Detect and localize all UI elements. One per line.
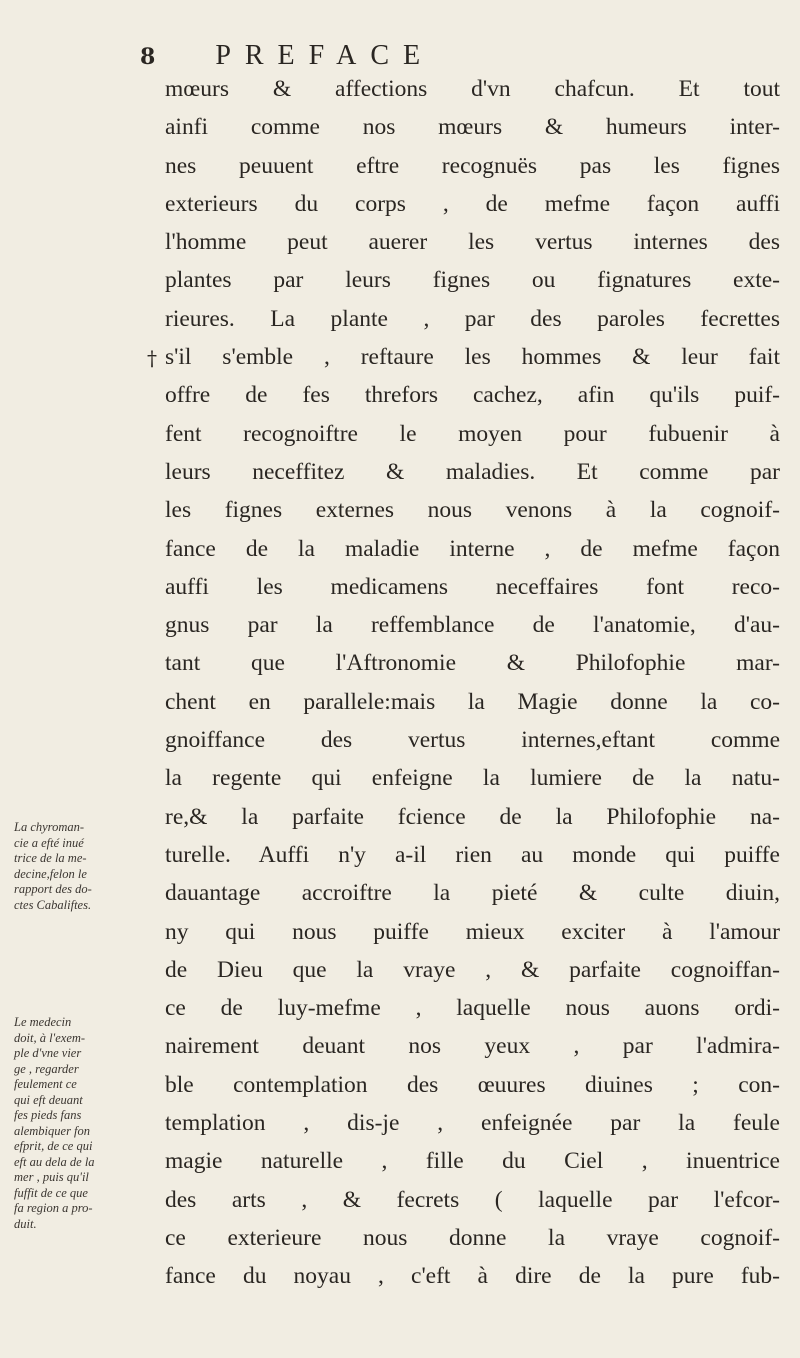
margin-mark: † (147, 346, 157, 370)
margin-note-line: mer , puis qu'il (14, 1170, 89, 1184)
margin-note-line: feulement ce (14, 1077, 77, 1091)
text-line: gnus par la reffemblance de l'anatomie, d'au- (165, 612, 780, 639)
text-line: ainfi comme nos mœurs & humeurs inter- (165, 114, 780, 141)
margin-note-line: cie a efté inué (14, 835, 84, 850)
text-line: nes peuuent eftre recognuës pas les fignes (165, 152, 780, 179)
margin-note-line: rapport des do- (14, 882, 92, 896)
margin-note-line: duit. (14, 1216, 37, 1231)
folio-number: 8 (140, 44, 156, 70)
margin-note-line: efprit, de ce qui (14, 1139, 93, 1153)
margin-note-line: La chyroman- (14, 820, 85, 834)
text-line: de Dieu que la vraye , & parfaite cognoiffan- (165, 956, 780, 983)
text-line: ce exterieure nous donne la vraye cognoif- (165, 1224, 780, 1251)
margin-note-line: ple d'vne vier (14, 1046, 82, 1060)
text-line: re,& la parfaite fcience de la Philofophie na- (165, 803, 780, 830)
text-line: auffi les medicamens neceffaires font reco- (165, 573, 780, 600)
margin-note-line: alembiquer fon (14, 1123, 91, 1138)
text-line: fance de la maladie interne , de mefme façon (165, 535, 780, 562)
page-header (140, 40, 760, 72)
margin-note-line: qui eft deuant (14, 1092, 83, 1107)
text-line: l'homme peut auerer les vertus internes des (165, 229, 780, 256)
margin-note-line: trice de la me- (14, 851, 87, 865)
margin-note-line: fes pieds fans (14, 1108, 82, 1122)
text-line: chent en parallele:mais la Magie donne la co- (165, 688, 780, 715)
margin-note-line: ctes Cabaliftes. (14, 897, 92, 912)
margin-note-line: doit, à l'exem- (14, 1030, 86, 1045)
text-line: fent recognoiftre le moyen pour fubuenir à (165, 420, 780, 447)
text-line: les fignes externes nous venons à la cognoif- (165, 497, 780, 524)
text-line: fance du noyau , c'eft à dire de la pure fub- (165, 1263, 780, 1290)
margin-note-physician (14, 1015, 164, 1232)
text-line: nairement deuant nos yeux , par l'admira- (165, 1033, 780, 1060)
running-head: PREFACE (215, 40, 435, 71)
text-line: s'il s'emble , reftaure les hommes & leur fait (165, 344, 780, 371)
text-line: mœurs & affections d'vn chafcun. Et tout (165, 76, 780, 102)
margin-note-line: fuffit de ce que (14, 1185, 88, 1200)
text-line: gnoiffance des vertus internes,eftant comme (165, 727, 780, 754)
text-line: la regente qui enfeigne la lumiere de la natu- (165, 765, 780, 792)
margin-note-line: decine,felon le (14, 866, 87, 881)
text-line: ble contemplation des œuures diuines ; con- (165, 1071, 780, 1098)
text-line: leurs neceffitez & maladies. Et comme par (165, 458, 780, 485)
margin-note-line: ge , regarder (14, 1061, 79, 1076)
margin-note-line: Le medecin (14, 1015, 72, 1029)
margin-note-line: eft au dela de la (14, 1154, 95, 1169)
text-line: ny qui nous puiffe mieux exciter à l'amour (165, 918, 780, 945)
margin-note-chiromancy (14, 820, 164, 913)
margin-note-line: fa region a pro- (14, 1201, 93, 1215)
text-line: tant que l'Aftronomie & Philofophie mar- (165, 650, 780, 677)
body-text (165, 70, 780, 1296)
text-line: templation , dis-je , enfeignée par la feule (165, 1110, 780, 1137)
text-line: dauantage accroiftre la pieté & culte diuin, (165, 880, 780, 907)
text-line: turelle. Auffi n'y a-il rien au monde qui puiffe (165, 841, 780, 868)
text-line: des arts , & fecrets ( laquelle par l'efcor- (165, 1186, 780, 1213)
text-line: magie naturelle , fille du Ciel , inuentrice (165, 1148, 780, 1175)
text-line: rieures. La plante , par des paroles fecrettes (165, 305, 780, 332)
text-line: ce de luy-mefme , laquelle nous auons ordi- (165, 995, 780, 1022)
text-line: plantes par leurs fignes ou fignatures exte- (165, 267, 780, 294)
text-line: exterieurs du corps , de mefme façon auffi (165, 190, 780, 217)
text-line: offre de fes threfors cachez, afin qu'ils puif- (165, 382, 780, 409)
